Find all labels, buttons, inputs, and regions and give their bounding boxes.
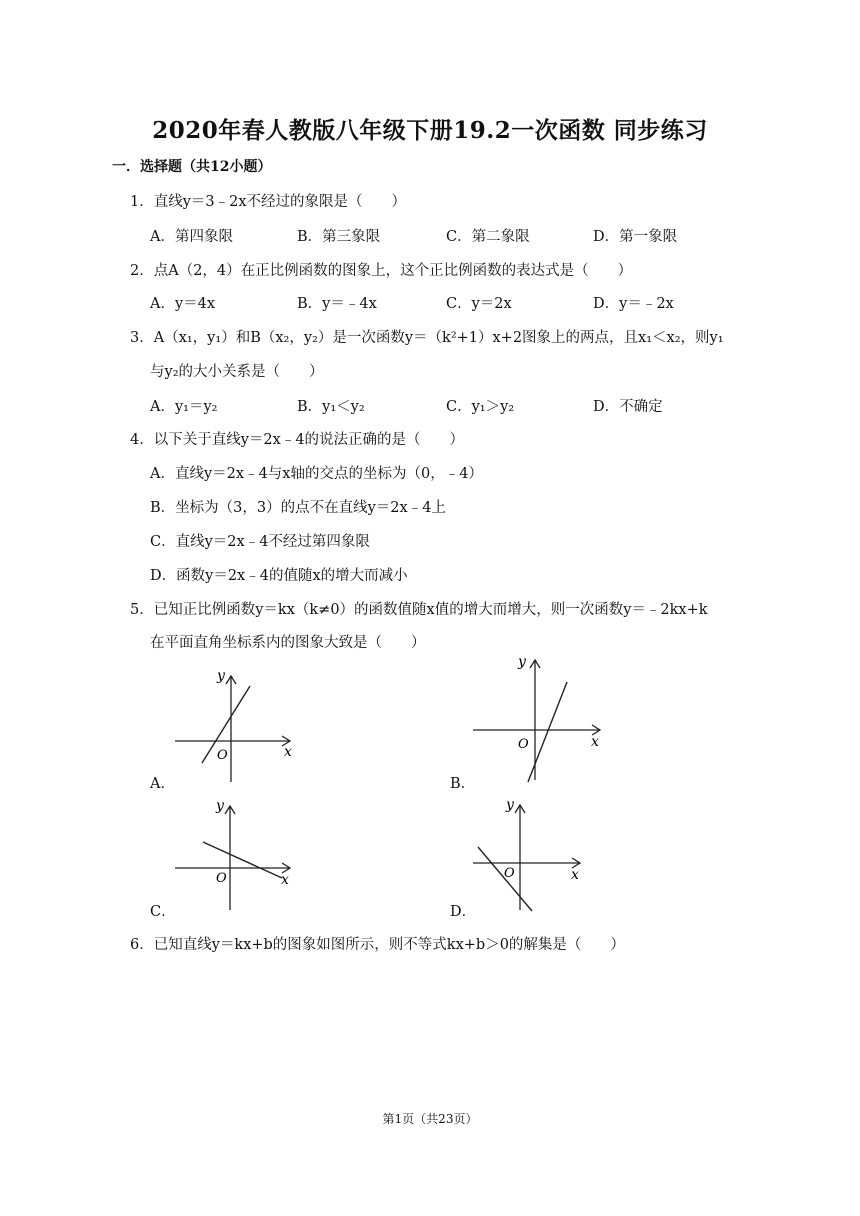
graph-c-x-label: x bbox=[281, 872, 289, 888]
question-3-option-d[interactable]: D．不确定 bbox=[593, 399, 663, 415]
question-5-stem-line-1: 5．已知正比例函数y＝kx（k≠0）的函数值随x值的增大而增大，则一次函数y＝﹣2kx+k bbox=[130, 602, 708, 618]
question-4-option-a[interactable]: A．直线y＝2x﹣4与x轴的交点的坐标为（0，﹣4） bbox=[150, 466, 483, 482]
graph-c-origin-label: O bbox=[216, 871, 227, 886]
question-3-stem-line-1: 3．A（x₁，y₁）和B（x₂，y₂）是一次函数y＝（k²+1）x+2图象上的两点，且x₁＜x₂，则y₁ bbox=[130, 330, 724, 346]
question-3-stem-line-2: 与y₂的大小关系是（ ） bbox=[150, 364, 324, 380]
graph-a bbox=[170, 662, 300, 784]
question-4-stem: 4．以下关于直线y＝2x﹣4的说法正确的是（ ） bbox=[130, 432, 465, 448]
graph-d bbox=[470, 795, 590, 915]
question-3-option-b[interactable]: B．y₁＜y₂ bbox=[297, 399, 365, 415]
question-2-option-b[interactable]: B．y＝﹣4x bbox=[297, 296, 377, 312]
question-4-option-b[interactable]: B．坐标为（3，3）的点不在直线y＝2x﹣4上 bbox=[150, 500, 446, 516]
question-5-option-b[interactable]: B． bbox=[450, 776, 476, 792]
graph-b-origin-label: O bbox=[518, 737, 529, 752]
question-1-stem: 1．直线y＝3﹣2x不经过的象限是（ ） bbox=[130, 194, 407, 210]
page-title: 2020年春人教版八年级下册19.2一次函数 同步练习 bbox=[152, 117, 708, 144]
question-1-option-d[interactable]: D．第一象限 bbox=[593, 229, 678, 245]
question-3-option-c[interactable]: C．y₁＞y₂ bbox=[446, 399, 515, 415]
graph-c bbox=[170, 792, 300, 912]
question-6-stem: 6．已知直线y＝kx+b的图象如图所示，则不等式kx+b＞0的解集是（ ） bbox=[130, 937, 625, 953]
graph-b bbox=[470, 652, 610, 784]
graph-d-y-label: y bbox=[506, 797, 514, 813]
question-1-option-c[interactable]: C．第二象限 bbox=[446, 229, 530, 245]
page-footer: 第1页（共23页） bbox=[382, 1112, 478, 1126]
graph-a-x-label: x bbox=[284, 744, 292, 760]
question-4-option-c[interactable]: C．直线y＝2x﹣4不经过第四象限 bbox=[150, 534, 370, 550]
graph-a-origin-label: O bbox=[217, 748, 228, 763]
question-2-stem: 2．点A（2，4）在正比例函数的图象上，这个正比例函数的表达式是（ ） bbox=[130, 263, 633, 279]
question-3-option-a[interactable]: A．y₁＝y₂ bbox=[150, 399, 218, 415]
question-2-option-a[interactable]: A．y＝4x bbox=[150, 296, 216, 312]
question-1-option-a[interactable]: A．第四象限 bbox=[150, 229, 233, 245]
question-2-option-d[interactable]: D．y＝﹣2x bbox=[593, 296, 674, 312]
graph-b-y-label: y bbox=[518, 654, 526, 670]
graph-a-y-label: y bbox=[217, 668, 225, 684]
question-5-option-a[interactable]: A． bbox=[150, 776, 175, 792]
question-5-stem-line-2: 在平面直角坐标系内的图象大致是（ ） bbox=[150, 635, 426, 651]
graph-c-y-label: y bbox=[216, 798, 224, 814]
question-5-option-d[interactable]: D． bbox=[450, 904, 477, 920]
question-1-option-b[interactable]: B．第三象限 bbox=[297, 229, 381, 245]
question-5-option-c[interactable]: C． bbox=[150, 904, 176, 920]
section-heading: 一．选择题（共12小题） bbox=[112, 159, 272, 175]
question-2-option-c[interactable]: C．y＝2x bbox=[446, 296, 512, 312]
graph-b-x-label: x bbox=[591, 734, 599, 750]
graph-d-x-label: x bbox=[571, 867, 579, 883]
question-4-option-d[interactable]: D．函数y＝2x﹣4的值随x的增大而减小 bbox=[150, 568, 408, 584]
graph-d-origin-label: O bbox=[504, 866, 515, 881]
